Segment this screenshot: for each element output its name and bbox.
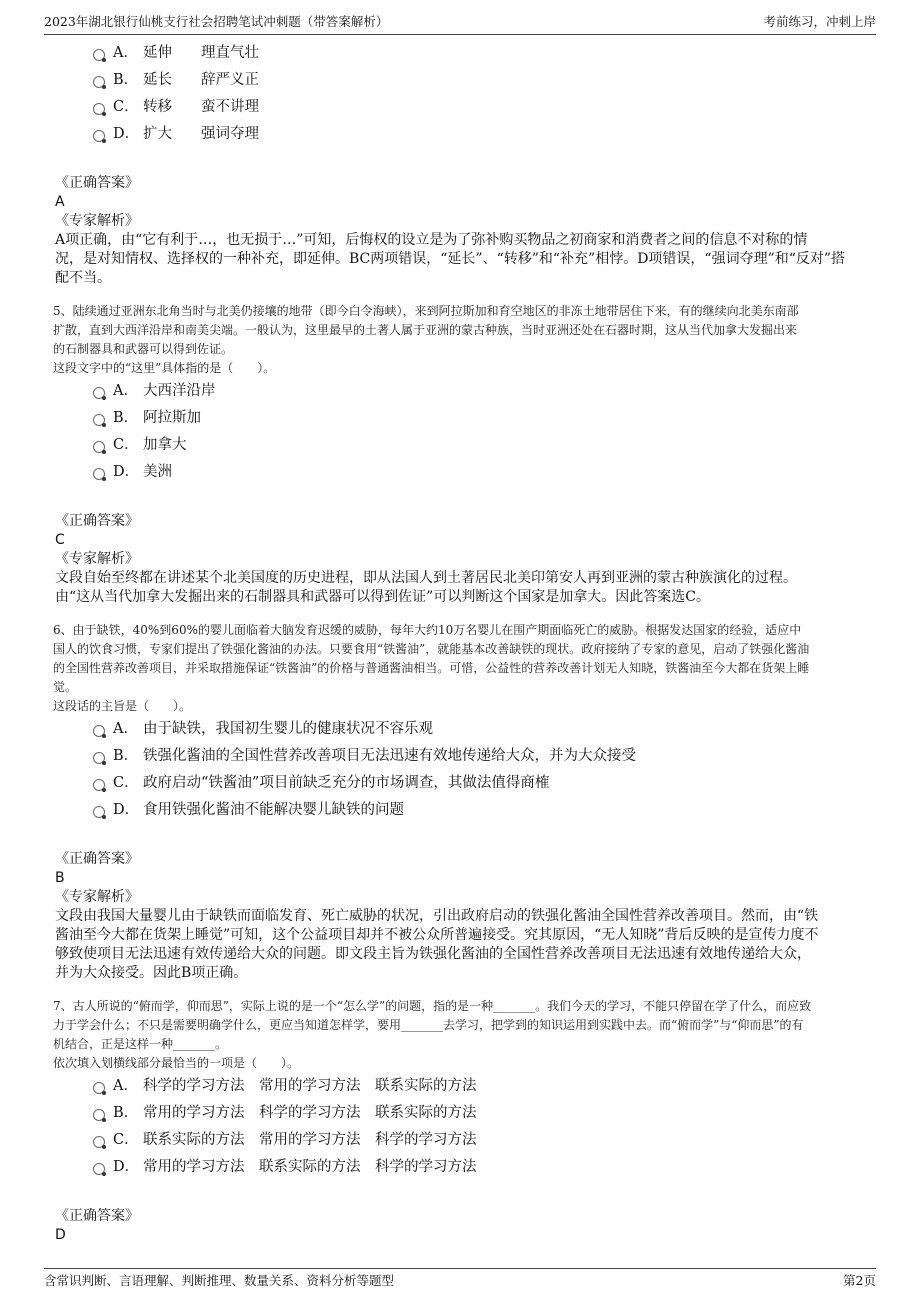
q4-option-a[interactable]: A． 延伸 理直气壮 xyxy=(53,40,873,67)
footer-topics: 含常识判断、言语理解、判断推理、数量关系、资料分析等题型 xyxy=(44,1273,395,1288)
document-title: 2023年湖北银行仙桃支行社会招聘笔试冲刺题（带答案解析） xyxy=(44,14,389,29)
q6-stem: 6、由于缺铁，40%到60%的婴儿面临着大脑发育迟缓的威胁，每年大约10万名婴儿在围产期面临死亡的威胁。根据发达国家的经验，适应中 国人的饮食习惯，专家们提出了铁强化酱油的办法。只要食用“铁酱油”，就能基本改善缺铁的现状。政府接纳了专家的意见，启动了铁强化酱油 的全国性营养改善项目，并采取措施保证“铁酱油”的价格与普通酱油相当。可惜，公益性的营养改善计划无人知晓，铁酱油至今大都在货架上睡 觉。 这段话的主旨是（ ）。 xyxy=(53,623,810,713)
expert-analysis-label: 《专家解析》 xyxy=(55,213,139,229)
expert-analysis-label: 《专家解析》 xyxy=(55,889,139,905)
q6-option-c[interactable]: C． 政府启动“铁酱油”项目前缺乏充分的市场调查，其做法值得商榷 xyxy=(53,770,873,797)
q6-analysis: 文段由我国大量婴儿由于缺铁而面临发育、死亡威胁的状况，引出政府启动的铁强化酱油全国性营养改善项目。然而，由“铁 酱油至今大都在货架上睡觉”可知，这个公益项目却并不被公众所普遍接受。究其原因，“无人知晓”背后反映的是宣传力度不 够致使项目无法迅速有效传递给大众的问题。即文段主旨为铁强化酱油的全国性营养改善项目无法迅速有效地传递给大众， 并为大众接受。因此B项正确。 xyxy=(55,908,819,981)
radio-icon[interactable] xyxy=(93,1082,105,1094)
correct-answer-label: 《正确答案》 xyxy=(55,175,139,191)
expert-analysis-label: 《专家解析》 xyxy=(55,551,139,567)
radio-icon[interactable] xyxy=(93,752,105,764)
q7-option-c[interactable]: C． 联系实际的方法 常用的学习方法 科学的学习方法 xyxy=(53,1127,873,1154)
q7-option-b[interactable]: B． 常用的学习方法 科学的学习方法 联系实际的方法 xyxy=(53,1100,873,1127)
q4-option-b[interactable]: B． 延长 辞严义正 xyxy=(53,67,873,94)
radio-icon[interactable] xyxy=(93,130,105,142)
q5-option-c[interactable]: C． 加拿大 xyxy=(53,432,873,459)
q5-answer: C xyxy=(55,532,65,548)
q4-option-d[interactable]: D． 扩大 强词夺理 xyxy=(53,121,873,148)
radio-icon[interactable] xyxy=(93,387,105,399)
q7-option-a[interactable]: A． 科学的学习方法 常用的学习方法 联系实际的方法 xyxy=(53,1073,873,1100)
q4-answer: A xyxy=(55,194,65,210)
q5-options xyxy=(53,378,873,486)
radio-icon[interactable] xyxy=(93,103,105,115)
q4-analysis: A项正确，由“它有利于…，也无损于…”可知，后悔权的设立是为了弥补购买物品之初商家和消费者之间的信息不对称的情 况，是对知情权、选择权的一种补充，即延伸。BC两项错误，“延长”、“转移”和“补充”相悖。D项错误，“强词夺理”和“反对”搭 配不当。 xyxy=(55,232,846,286)
q5-option-d[interactable]: D． 美洲 xyxy=(53,459,873,486)
q6-option-b[interactable]: B． 铁强化酱油的全国性营养改善项目无法迅速有效地传递给大众，并为大众接受 xyxy=(53,743,873,770)
q7-options xyxy=(53,1073,873,1181)
q5-analysis: 文段自始至终都在讲述某个北美国度的历史进程，即从法国人到土著居民北美印第安人再到亚洲的蒙古种族演化的过程。 由“这从当代加拿大发掘出来的石制器具和武器可以得到佐证”可以判断这个国家是加拿大。因此答案选C。 xyxy=(55,570,797,605)
radio-icon[interactable] xyxy=(93,725,105,737)
radio-icon[interactable] xyxy=(93,779,105,791)
radio-icon[interactable] xyxy=(93,1109,105,1121)
correct-answer-label: 《正确答案》 xyxy=(55,513,139,529)
q6-option-a[interactable]: A． 由于缺铁，我国初生婴儿的健康状况不容乐观 xyxy=(53,716,873,743)
q5-option-a[interactable]: A． 大西洋沿岸 xyxy=(53,378,873,405)
radio-icon[interactable] xyxy=(93,76,105,88)
header-slogan: 考前练习，冲刺上岸 xyxy=(763,14,876,29)
q7-answer: D xyxy=(55,1227,66,1243)
q4-option-c[interactable]: C． 转移 蛮不讲理 xyxy=(53,94,873,121)
radio-icon[interactable] xyxy=(93,49,105,61)
radio-icon[interactable] xyxy=(93,1163,105,1175)
page-footer xyxy=(44,1268,876,1291)
document-body xyxy=(53,40,873,1245)
radio-icon[interactable] xyxy=(93,441,105,453)
correct-answer-label: 《正确答案》 xyxy=(55,1208,139,1224)
correct-answer-label: 《正确答案》 xyxy=(55,851,139,867)
q4-options xyxy=(53,40,873,148)
q6-option-d[interactable]: D． 食用铁强化酱油不能解决婴儿缺铁的问题 xyxy=(53,797,873,824)
radio-icon[interactable] xyxy=(93,806,105,818)
radio-icon[interactable] xyxy=(93,1136,105,1148)
q5-stem: 5、陆续通过亚洲东北角当时与北美仍接壤的地带（即今白令海峡），来到阿拉斯加和育空地区的非冻土地带居住下来，有的继续向北美东南部 扩散，直到大西洋沿岸和南美尖端。一般认为，这里最早的土著人属于亚洲的蒙古种族，当时亚洲还处在石器时期，这从当代加拿大发掘出来 的石制器具和武器可以得到佐证。 这段文字中的“这里”具体指的是（ ）。 xyxy=(53,304,799,375)
page-number: 第2页 xyxy=(843,1273,876,1288)
q7-stem: 7、古人所说的“俯而学，仰而思”，实际上说的是一个“怎么学”的问题，指的是一种_______。我们今天的学习，不能只停留在学了什么，而应致 力于学会什么；不只是需要明确学什么，更应当知道怎样学，要用_______去学习，把学到的知识运用到实践中去。而“俯而学”与“仰而思”的有 机结合，正是这样一种_______。 依次填入划横线部分最恰当的一项是（ ）。 xyxy=(53,999,812,1070)
q6-options xyxy=(53,716,873,824)
radio-icon[interactable] xyxy=(93,468,105,480)
page-header xyxy=(44,12,876,35)
q5-option-b[interactable]: B． 阿拉斯加 xyxy=(53,405,873,432)
radio-icon[interactable] xyxy=(93,414,105,426)
q7-option-d[interactable]: D． 常用的学习方法 联系实际的方法 科学的学习方法 xyxy=(53,1154,873,1181)
q6-answer: B xyxy=(55,870,65,886)
